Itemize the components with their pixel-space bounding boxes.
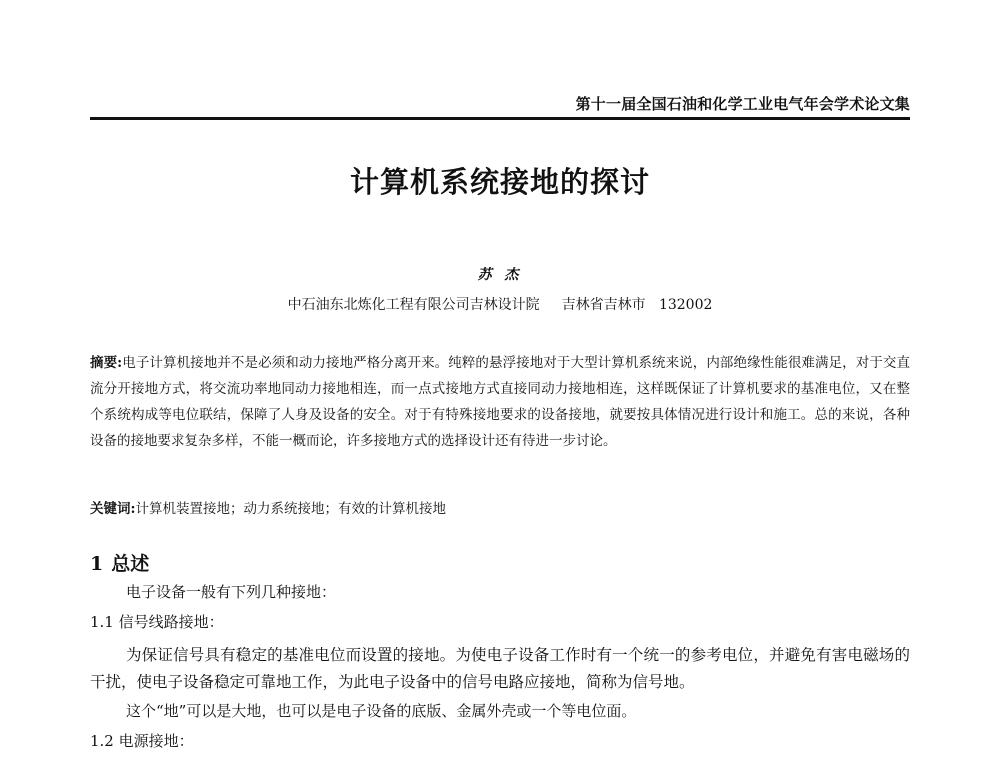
affiliation-location: 吉林省吉林市: [561, 297, 646, 313]
section-heading: [90, 552, 149, 576]
keywords-label: 关键词:: [90, 501, 136, 517]
body-paragraph: 为保证信号具有稳定的基准电位而设置的接地。为使电子设备工作时有一个统一的参考电位，并避免有害电磁场的干扰，使电子设备稳定可靠地工作，为此电子设备中的信号电路应接地，简称为信号地。: [90, 646, 910, 691]
paper-title: 计算机系统接地的探讨: [349, 165, 650, 199]
section-intro: 电子设备一般有下列几种接地：: [126, 583, 337, 601]
keywords: [90, 496, 910, 522]
subsection-heading: 1.2 电源接地：: [90, 732, 194, 750]
affiliation-postcode: 132002: [658, 297, 713, 313]
subsection-heading: 1.1 信号线路接地：: [90, 613, 224, 631]
abstract: [90, 350, 910, 454]
section-title: 总述: [111, 553, 150, 575]
abstract-label: 摘要:: [90, 355, 123, 371]
affiliation-org: 中石油东北炼化工程有限公司吉林设计院: [287, 297, 540, 313]
abstract-text: 电子计算机接地并不是必须和动力接地严格分离开来。纯粹的悬浮接地对于大型计算机系统来说，内部绝缘性能很难满足，对于交直流分开接地方式，将交流功率地同动力接地相连，而一点式接地方式直接同动力接地相连，这样既保证了计算机要求的基准电位，又在整个系统构成等电位联结，保障了人身及设备的安全。对于有特殊接地要求的设备接地，就要按具体情况进行设计和施工。总的来说，各种设备的接地要求复杂多样，不能一概而论，许多接地方式的选择设计还有待进一步讨论。: [90, 355, 911, 449]
author-name: 苏 杰: [477, 267, 523, 283]
header-rule: [90, 117, 910, 120]
body-paragraph: 这个“地”可以是大地，也可以是电子设备的底版、金属外壳或一个等电位面。: [126, 702, 637, 720]
section-number: 1: [90, 553, 104, 575]
running-header: 第十一届全国石油和化学工业电气年会学术论文集: [575, 95, 910, 113]
affiliation: [90, 296, 910, 314]
keywords-text: 计算机装置接地；动力系统接地；有效的计算机接地: [135, 501, 446, 517]
